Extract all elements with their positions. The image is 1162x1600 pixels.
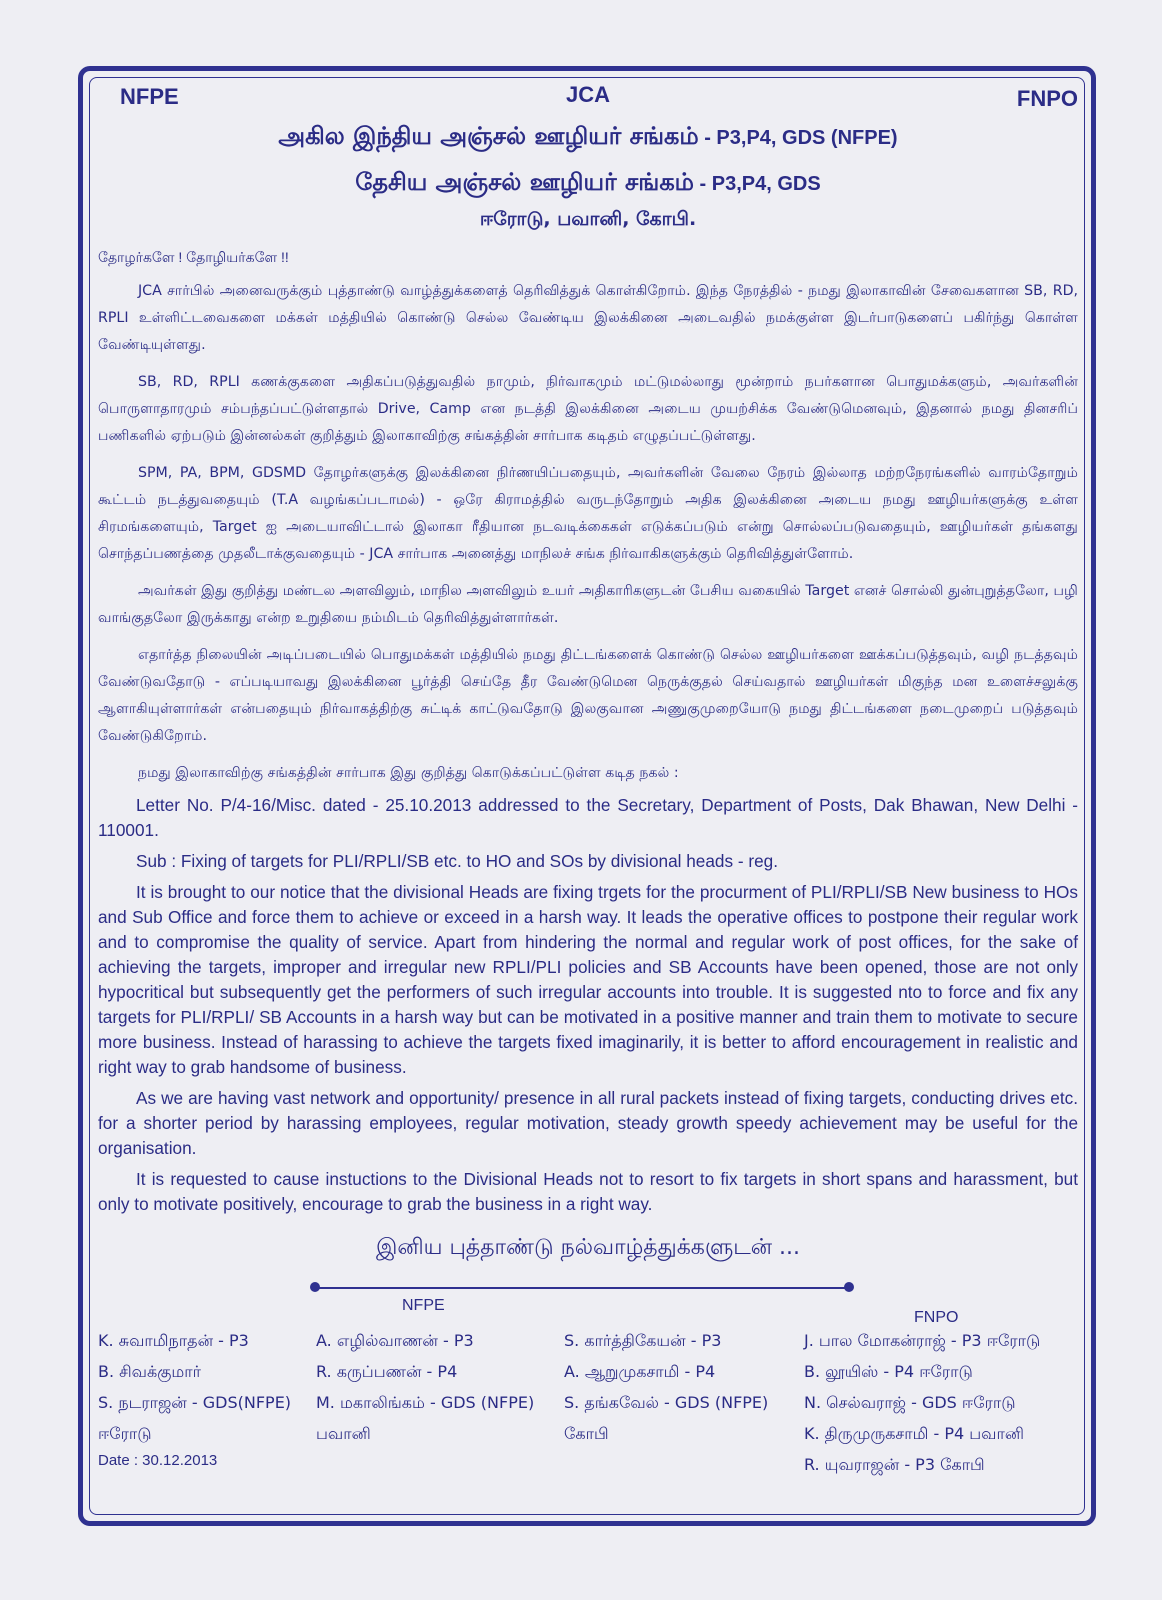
divider-line (314, 1287, 848, 1289)
signatory: K. திருமுருகசாமி - P4 பவானி (804, 1424, 1024, 1443)
signature-nfpe-label: NFPE (402, 1297, 445, 1314)
document-date: Date : 30.12.2013 (98, 1452, 218, 1469)
signature-column-4 (804, 1325, 1040, 1480)
title1-tamil: அகில இந்திய அஞ்சல் ஊழியர் சங்கம் (278, 122, 699, 150)
signatory: R. யுவராஜன் - P3 கோபி (804, 1455, 985, 1474)
tamil-paragraph-1: JCA சார்பில் அனைவருக்கும் புத்தாண்டு வாழ்த்துக்களைத் தெரிவித்துக் கொள்கிறோம். இந்த நேரத்தில் - நமது இலாகாவின் சேவைகளான SB, RD, RPLI உள்ளிட்டவைகளை மக்கள் மத்தியில் கொண்டு செல்ல வேண்டிய இலக்கினை அடைவதில் நமக்குள்ள இடர்பாடுகளைப் பகிர்ந்து கொள்ள வேண்டியுள்ளது. (98, 283, 1078, 353)
signature-block (98, 1325, 1078, 1485)
letter-reference: Letter No. P/4-16/Misc. dated - 25.10.2013 addressed to the Secretary, Department of Posts, Dak Bhawan, New Delhi - 110001. (98, 795, 1078, 840)
tamil-paragraph-3: SPM, PA, BPM, GDSMD தோழர்களுக்கு இலக்கினை நிர்ணயிப்பதையும், அவர்களின் வேலை நேரம் இல்லாத மற்றநேரங்களில் வாரம்தோறும் கூட்டம் நடத்துவதையும் (T.A வழங்கப்படாமல்) - ஒரே கிராமத்தில் வருடந்தோறும் அதிக இலக்கினை அடைய நமது ஊழியர்களுக்கு உள்ள சிரமங்களையும், Target ஐ அடையாவிட்டால் இலாகா ரீதியான நடவடிக்கைகள் எடுக்கப்படும் என்று சொல்லப்படுவதையும், ஊழியர்கள் தங்களது சொந்தப்பணத்தை முதலீடாக்குவதையும் - JCA சார்பாக அனைத்து மாநிலச் சங்க நிர்வாகிகளுக்கும் தெரிவித்துள்ளோம். (98, 465, 1078, 562)
signature-column-2 (316, 1325, 534, 1449)
title2-tamil: தேசிய அஞ்சல் ஊழியர் சங்கம் (355, 168, 694, 196)
tamil-paragraph-5: எதார்த்த நிலையின் அடிப்படையில் பொதுமக்கள் மத்தியில் நமது திட்டங்களைக் கொண்டு செல்ல ஊழியர்களை ஊக்கப்படுத்தவும், வழி நடத்தவும் வேண்டுவதோடு - எப்படியாவது இலக்கினை பூர்த்தி செய்தே தீர வேண்டுமென நெருக்குதல் செய்வதால் ஊழியர்கள் மிகுந்த மன உளைச்சலுக்கு ஆளாகியுள்ளார்கள் என்பதையும் நிர்வாகத்திற்கு சுட்டிக் காட்டுவதோடு இலகுவான அணுகுமுறையோடு நமது திட்டங்களை நடைமுறைப் படுத்தவும் வேண்டுகிறோம். (98, 647, 1079, 744)
header-jca: JCA (565, 82, 610, 107)
signatory-place: பவானி (316, 1424, 371, 1443)
place-line: ஈரோடு, பவானி, கோபி. (479, 208, 697, 230)
title-line-2 (98, 160, 1078, 206)
signatory: S. தங்கவேல் - GDS (NFPE) (564, 1393, 769, 1412)
header-fnpo: FNPO (1016, 86, 1078, 111)
closing-greeting: இனிய புத்தாண்டு நல்வாழ்த்துக்களுடன் ... (375, 1235, 801, 1260)
tamil-paragraph-6: நமது இலாகாவிற்கு சங்கத்தின் சார்பாக இது குறித்து கொடுக்கப்பட்டுள்ள கடித நகல் : (138, 765, 679, 781)
signature-column-3 (564, 1325, 768, 1449)
signatory: S. நடராஜன் - GDS(NFPE) (98, 1393, 292, 1412)
letter-body-1: It is brought to our notice that the divisional Heads are fixing trgets for the procurment of PLI/RPLI/SB New business to HOs and Sub Office and force them to achieve or exceed in a harsh way. It leads the operative offices to postpone their regular work and to compromise the quality of service. Apart from hindering the normal and regular work of post offices, for the sake of achieving the targets, improper and irregular new RPLI/PLI policies and SB Accounts have been opened, those are not only hypocritical but subsequently get the performers of such irregular accounts into trouble. It is suggested nto to force and fix any targets for PLI/RPLI/ SB Accounts in a harsh way but can be motivated in a positive manner and train them to motivate to secure more business. Instead of harassing to achieve the targets fixed imaginarily, it is better to afford encouragement in realistic and right way to grab handsome of business. (98, 882, 1078, 1077)
signature-fnpo-label: FNPO (914, 1309, 959, 1326)
title1-english: - P3,P4, GDS (NFPE) (698, 127, 898, 149)
divider-dot-right (844, 1282, 854, 1292)
greeting: தோழர்களே ! தோழியர்களே !! (98, 249, 289, 265)
signatory: M. மகாலிங்கம் - GDS (NFPE) (316, 1393, 535, 1412)
header-nfpe: NFPE (120, 84, 179, 109)
signatory: B. லூயிஸ் - P4 ஈரோடு (804, 1362, 973, 1381)
tamil-paragraph-4: அவர்கள் இது குறித்து மண்டல அளவிலும், மாநில அளவிலும் உயர் அதிகாரிகளுடன் பேசிய வகையில் Target எனச் சொல்லி துன்புறுத்தலோ, பழி வாங்குதலோ இருக்காது என்ற உறுதியை நம்மிடம் தெரிவித்துள்ளார்கள். (98, 583, 1078, 626)
title-line-1 (98, 114, 1078, 160)
signatory: A. எழில்வாணன் - P3 (316, 1331, 474, 1350)
signatory: K. சுவாமிநாதன் - P3 (98, 1331, 249, 1350)
signature-column-1 (98, 1325, 291, 1449)
document-content (98, 80, 1078, 1485)
signatory: B. சிவக்குமார் (98, 1362, 201, 1381)
signatory: J. பால மோகன்ராஜ் - P3 ஈரோடு (804, 1331, 1041, 1350)
letter-subject: Sub : Fixing of targets for PLI/RPLI/SB etc. to HO and SOs by divisional heads - reg. (136, 851, 778, 871)
signatory-place: கோபி (564, 1424, 609, 1443)
signatory: S. கார்த்திகேயன் - P3 (564, 1331, 722, 1350)
signatory-place: ஈரோடு (98, 1424, 152, 1443)
letter-body-2: As we are having vast network and opportunity/ presence in all rural packets instead of fixing targets, conducting drives etc. for a shorter period by harassing employees, regular motivation, steady growth speedy achievement may be useful for the organisation. (98, 1088, 1078, 1158)
title2-english: - P3,P4, GDS (694, 173, 821, 195)
tamil-paragraph-2: SB, RD, RPLI கணக்குகளை அதிகப்படுத்துவதில் நாமும், நிர்வாகமும் மட்டுமல்லாது மூன்றாம் நபர்களான பொதுமக்களும், அவர்களின் பொருளாதாரமும் சம்பந்தப்பட்டுள்ளதால் Drive, Camp என நடத்தி இலக்கினை அடைய முயற்சிக்க வேண்டுமெனவும், இதனால் நமது தினசரிப் பணிகளில் ஏற்படும் இன்னல்கள் குறித்தும் இலாகாவிற்கு சங்கத்தின் சார்பாக கடிதம் எழுதப்பட்டுள்ளது. (98, 374, 1078, 444)
signature-headers (98, 1295, 1078, 1326)
signatory: R. கருப்பணன் - P4 (316, 1362, 458, 1381)
signatory: N. செல்வராஜ் - GDS ஈரோடு (804, 1393, 1016, 1412)
signature-divider (98, 1281, 1078, 1295)
letter-body-3: It is requested to cause instuctions to the Divisional Heads not to resort to fix targets in short spans and harassment, but only to motivate positively, encourage to grab the business in a right way. (98, 1169, 1078, 1214)
header-row (98, 80, 1078, 114)
signatory: A. ஆறுமுகசாமி - P4 (564, 1362, 716, 1381)
